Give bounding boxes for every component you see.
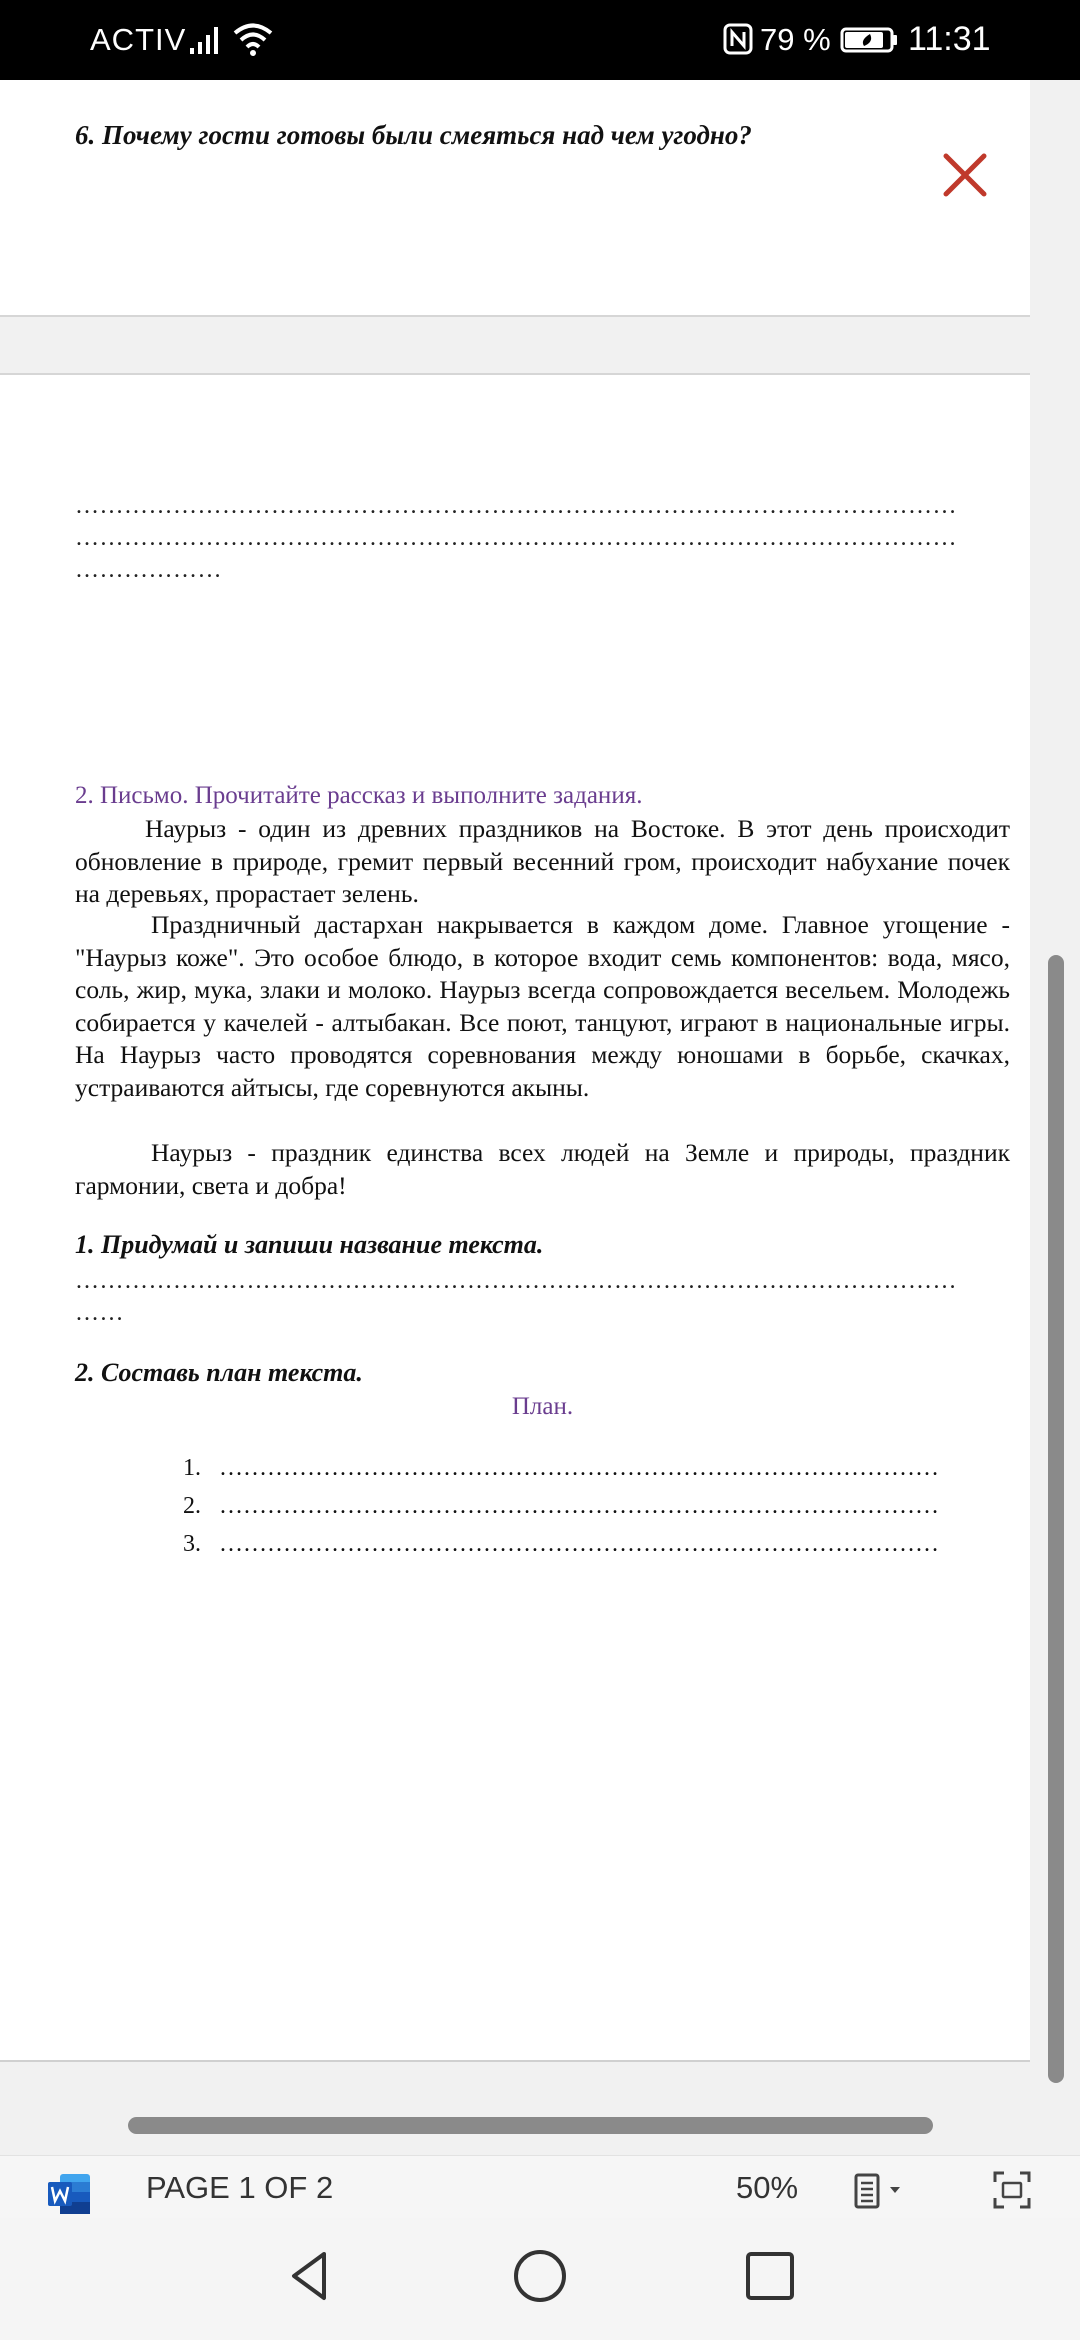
horizontal-scrollbar[interactable] [128, 2117, 933, 2134]
document-view-icon[interactable] [850, 2172, 914, 2210]
answer-line: ……………… [75, 557, 222, 583]
word-icon [46, 2172, 92, 2216]
answer-line: …… [75, 1300, 124, 1326]
answer-line: ……………………………………………………………………………………………… [75, 1268, 957, 1294]
close-icon[interactable] [940, 150, 990, 200]
plan-item-number: 1. [183, 1455, 201, 1481]
navigation-bar [0, 2218, 1080, 2340]
battery-icon [840, 26, 900, 54]
recents-icon[interactable] [740, 2246, 800, 2306]
task-1-heading: 1. Придумай и запиши название текста. [75, 1230, 544, 1259]
signal-icon [188, 22, 224, 56]
plan-item-line: ……………………………………………………………………………… [219, 1531, 939, 1557]
battery-percent: 79 % [760, 22, 831, 57]
fullscreen-icon[interactable] [992, 2170, 1032, 2210]
page-gap [0, 317, 1030, 369]
wifi-icon [232, 20, 274, 58]
plan-item [183, 1455, 939, 1482]
paragraph [75, 1137, 1010, 1202]
task-2-heading: 2. Составь план текста. [75, 1358, 363, 1387]
answer-line: ……………………………………………………………………………………………… [75, 493, 957, 519]
status-bar [0, 0, 1080, 80]
bottom-toolbar [0, 2155, 1080, 2219]
document-page-1 [0, 80, 1030, 317]
paragraph-text: Праздничный дастархан накрывается в каждом доме. Главное угощение - "Наурыз коже". Это особое блюдо, в которое входит семь компонентов: вода, мясо, соль, жир, мука, злаки и молоко. Наурыз всегда сопровождается весельем. Молодежь собирается у качелей - алтыбакан. Все поют, танцуют, играют в национальные игры. На Наурыз часто проводятся соревнования между юношами в борьбе, скачках, устраиваются айтысы, где соревнуются акыны. [75, 910, 1010, 1102]
back-icon[interactable] [280, 2246, 340, 2306]
plan-item-line: ……………………………………………………………………………… [219, 1493, 939, 1519]
plan-item [183, 1493, 939, 1520]
clock: 11:31 [908, 20, 991, 58]
zoom-level[interactable]: 50% [736, 2170, 799, 2205]
plan-item-number: 2. [183, 1493, 201, 1519]
plan-title: План. [511, 1393, 574, 1420]
paragraph [75, 909, 1010, 1104]
vertical-scrollbar[interactable] [1048, 955, 1064, 2083]
nfc-icon [723, 22, 753, 56]
page-indicator: PAGE 1 OF 2 [146, 2170, 334, 2205]
document-page-2 [0, 373, 1030, 2062]
paragraph [75, 813, 1010, 911]
paragraph-text: Наурыз - праздник единства всех людей на Земле и природы, праздник гармонии, света и добра! [75, 1138, 1010, 1200]
plan-item-number: 3. [183, 1531, 201, 1557]
question-6: 6. Почему гости готовы были смеяться над чем угодно? [75, 120, 752, 150]
plan-item [183, 1531, 939, 1558]
paragraph-text: Наурыз - один из древних праздников на Востоке. В этот день происходит обновление в природе, гремит первый весенний гром, происходит набухание почек на деревьях, прорастает зелень. [75, 814, 1010, 908]
section-title: 2. Письмо. Прочитайте рассказ и выполните задания. [75, 782, 643, 809]
carrier-name: ACTIV [90, 22, 187, 57]
plan-item-line: ……………………………………………………………………………… [219, 1455, 939, 1481]
answer-line: ……………………………………………………………………………………………… [75, 525, 957, 551]
home-icon[interactable] [510, 2246, 570, 2306]
